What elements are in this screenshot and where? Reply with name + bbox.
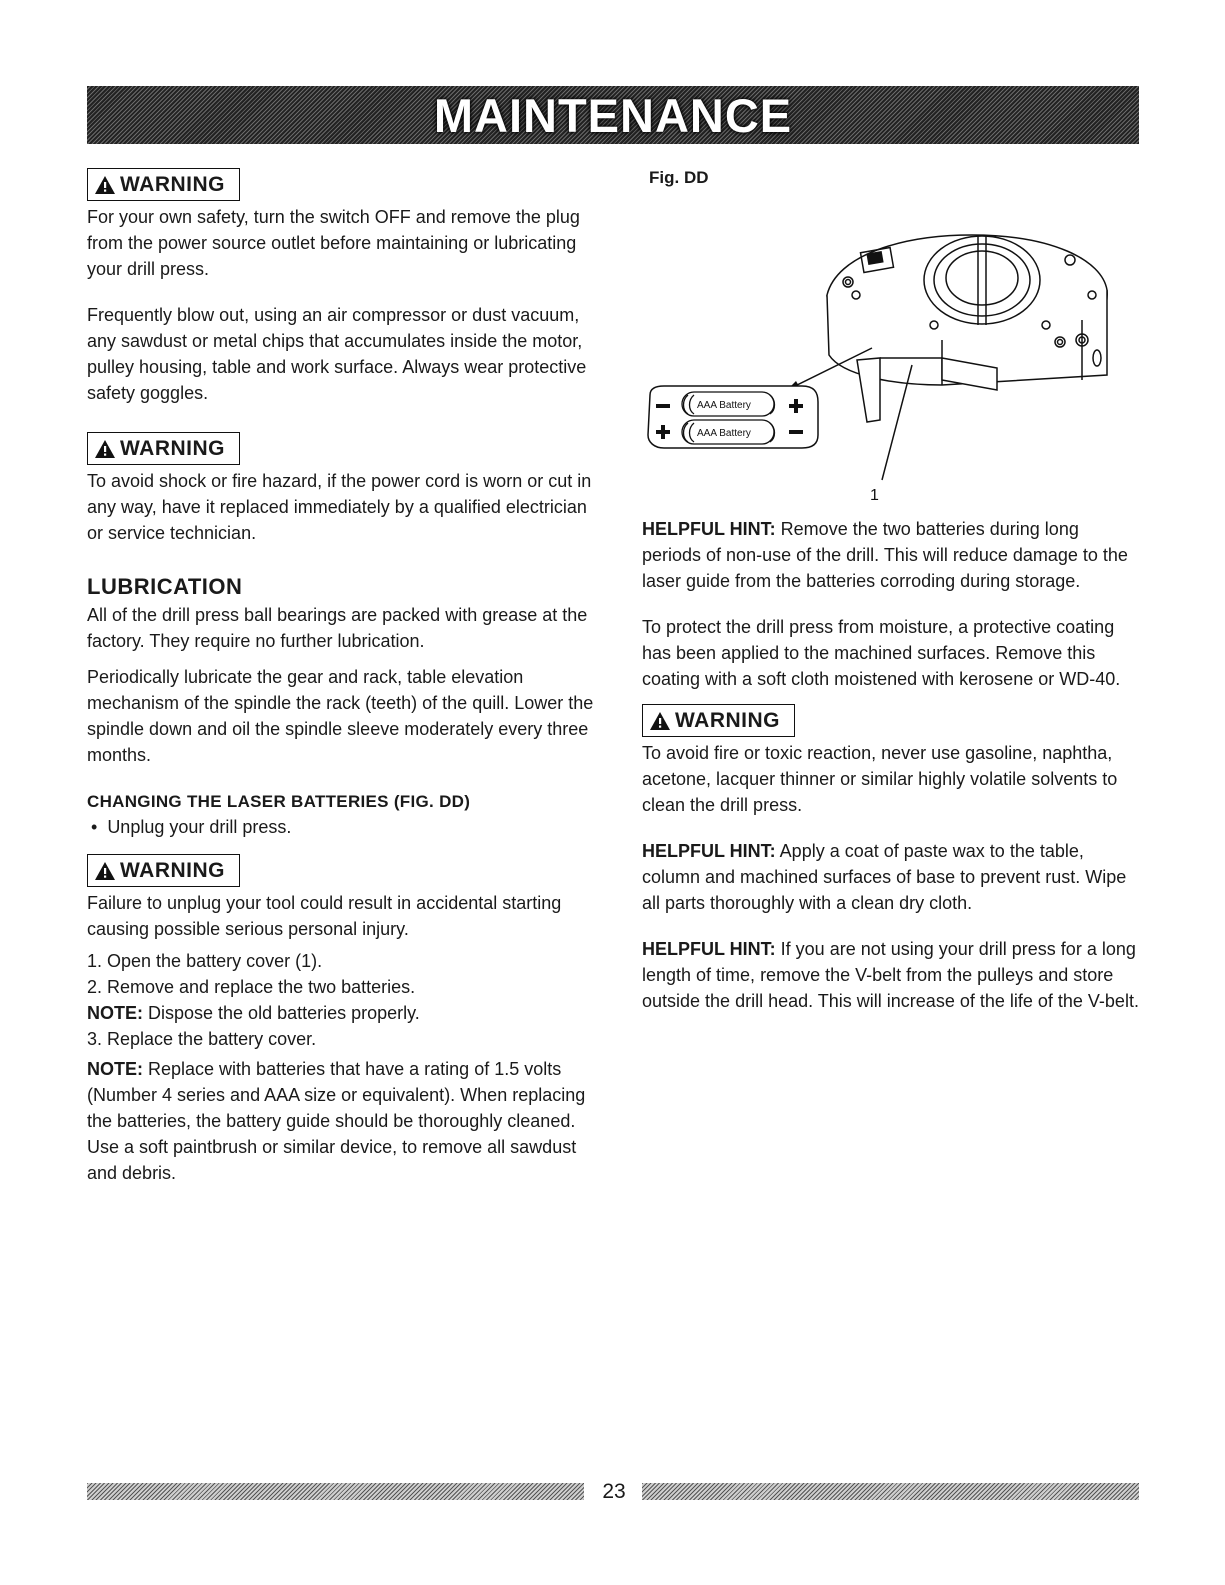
warning-triangle-icon: [94, 861, 116, 881]
warning-label-text: WARNING: [120, 858, 225, 882]
left-column: [87, 168, 597, 1186]
page-title: MAINTENANCE: [433, 88, 793, 142]
warning-label: [87, 168, 240, 201]
right-column: [642, 168, 1142, 1014]
note-1: [87, 1000, 597, 1026]
warning-label-text: WARNING: [675, 708, 780, 732]
helpful-hint-2: [642, 838, 1142, 916]
figure-dd-battery-housing: [642, 190, 1142, 510]
hint-label: HELPFUL HINT:: [642, 841, 776, 861]
footer-bar-left: [87, 1483, 584, 1500]
bullet-unplug: [87, 814, 597, 840]
batteries-heading: CHANGING THE LASER BATTERIES (FIG. DD): [87, 792, 471, 811]
battery-label-2: AAA Battery: [697, 428, 751, 439]
page-number: 23: [602, 1480, 626, 1503]
lubrication-paragraph-1: All of the drill press ball bearings are packed with grease at the factory. They require no further lubrication.: [87, 605, 588, 651]
warning-text-4: To avoid fire or toxic reaction, never use gasoline, naphtha, acetone, lacquer thinner or similar highly volatile solvents to clean the drill press.: [642, 743, 1118, 815]
warning-label-text: WARNING: [120, 436, 225, 460]
warning-label: [87, 854, 240, 887]
battery-pair-icon: [648, 386, 818, 448]
note-text: Dispose the old batteries properly.: [143, 1003, 420, 1023]
hint-text: Remove the two batteries during long periods of non-use of the drill. This will reduce damage to the laser guide from the batteries corroding during storage.: [642, 519, 1128, 591]
paragraph-moisture: To protect the drill press from moisture, a protective coating has been applied to the machined surfaces. Remove this coating with a soft cloth moistened with kerosene or WD-40.: [642, 617, 1121, 689]
note-label: NOTE:: [87, 1003, 143, 1023]
bullet-icon: •: [91, 817, 108, 837]
warning-triangle-icon: [94, 175, 116, 195]
note-2: [87, 1056, 597, 1186]
hint-text: Apply a coat of paste wax to the table, column and machined surfaces of base to prevent rust. Wipe all parts thoroughly with a clean dry cloth.: [642, 841, 1127, 913]
helpful-hint-3: [642, 936, 1142, 1014]
hint-label: HELPFUL HINT:: [642, 939, 776, 959]
page-header-banner: [87, 86, 1139, 144]
step-2: 2. Remove and replace the two batteries.: [87, 977, 416, 997]
paragraph-blow-out: Frequently blow out, using an air compressor or dust vacuum, any sawdust or metal chips that accumulates inside the motor, pulley housing, table and work surface. Always wear protective safety goggles.: [87, 305, 587, 403]
battery-label-1: AAA Battery: [697, 400, 751, 411]
hint-text: If you are not using your drill press for a long length of time, remove the V-belt from the pulleys and store outside the drill head. This will increase of the life of the V-belt.: [642, 939, 1139, 1011]
lubrication-paragraph-2: Periodically lubricate the gear and rack, table elevation mechanism of the spindle the rack (teeth) of the quill. Lower the spindle down and oil the spindle sleeve moderately every three months.: [87, 667, 594, 765]
footer-bar-right: [642, 1483, 1139, 1500]
warning-label: [642, 704, 795, 737]
note-text: Replace with batteries that have a rating of 1.5 volts (Number 4 series and AAA size or equivalent). When replacing the batteries, the battery guide should be thoroughly cleaned. Use a soft paintbrush or similar device, to remove all sawdust and debris.: [87, 1059, 586, 1183]
warning-triangle-icon: [649, 711, 671, 731]
warning-label-text: WARNING: [120, 172, 225, 196]
lubrication-heading: LUBRICATION: [87, 574, 243, 599]
warning-label: [87, 432, 240, 465]
callout-number-1: 1: [870, 487, 879, 504]
bullet-text: Unplug your drill press.: [107, 817, 292, 837]
step-3: 3. Replace the battery cover.: [87, 1029, 317, 1049]
figure-label: Fig. DD: [649, 168, 709, 187]
warning-triangle-icon: [94, 439, 116, 459]
warning-text-1: For your own safety, turn the switch OFF and remove the plug from the power source outlet before maintaining or lubricating your drill press.: [87, 207, 580, 279]
step-1: 1. Open the battery cover (1).: [87, 951, 323, 971]
warning-text-3: Failure to unplug your tool could result in accidental starting causing possible serious personal injury.: [87, 893, 562, 939]
helpful-hint-1: [642, 516, 1142, 594]
hint-label: HELPFUL HINT:: [642, 519, 776, 539]
warning-text-2: To avoid shock or fire hazard, if the power cord is worn or cut in any way, have it replaced immediately by a qualified electrician or service technician.: [87, 471, 592, 543]
note-label: NOTE:: [87, 1059, 143, 1079]
